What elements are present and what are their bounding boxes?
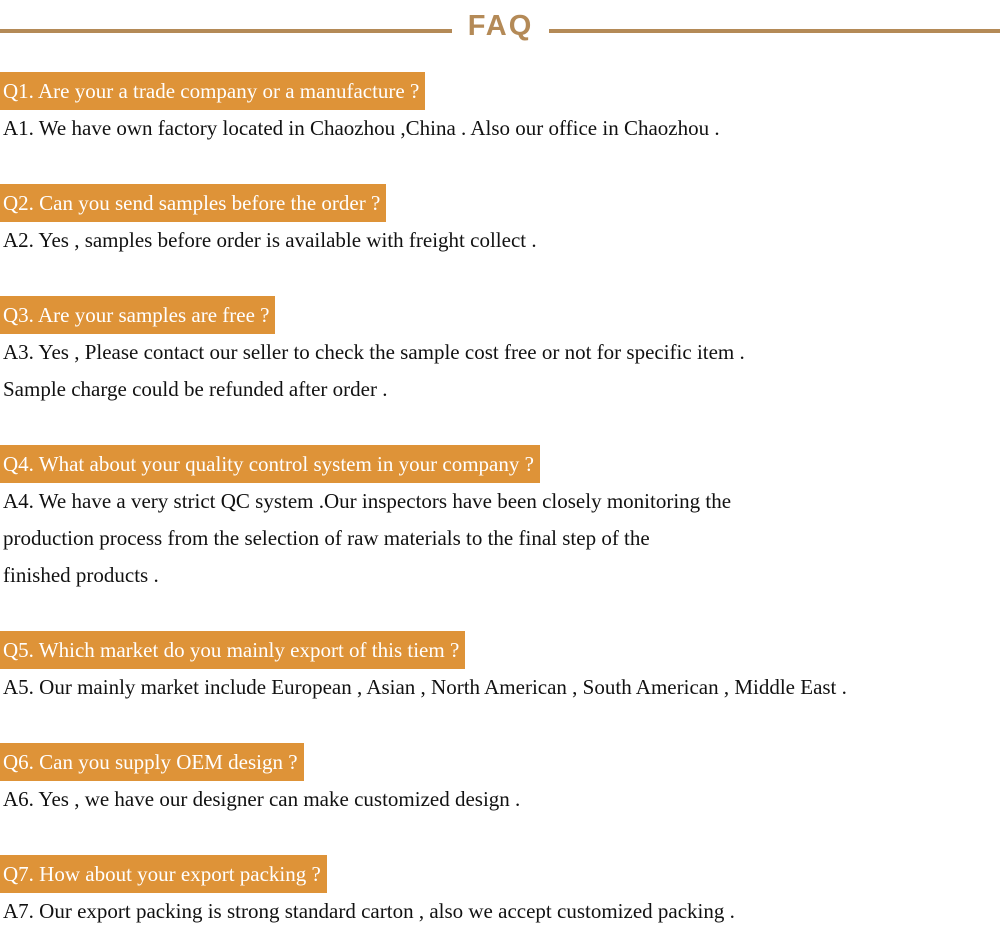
faq-item-2 <box>0 184 537 259</box>
faq-answer-line: finished products . <box>3 563 159 587</box>
faq-answer-line: A3. Yes , Please contact our seller to check the sample cost free or not for specific item . <box>3 340 745 364</box>
faq-question: Q6. Can you supply OEM design ? <box>0 743 304 781</box>
faq-answer-line: A5. Our mainly market include European , Asian , North American , South American , Middle East . <box>3 675 847 699</box>
faq-header <box>0 0 1000 62</box>
faq-item-7 <box>0 855 735 930</box>
faq-question: Q7. How about your export packing ? <box>0 855 327 893</box>
faq-answer-line: A4. We have a very strict QC system .Our inspectors have been closely monitoring the <box>3 489 732 513</box>
faq-answer-line: Sample charge could be refunded after order . <box>3 377 388 401</box>
faq-question: Q5. Which market do you mainly export of this tiem ? <box>0 631 465 669</box>
faq-item-6 <box>0 743 520 818</box>
faq-answer-line: A2. Yes , samples before order is available with freight collect . <box>3 228 537 252</box>
faq-question: Q3. Are your samples are free ? <box>0 296 275 334</box>
faq-answer-line: A7. Our export packing is strong standard carton , also we accept customized packing . <box>3 899 735 923</box>
faq-item-1 <box>0 72 720 147</box>
header-divider-right <box>549 29 1000 33</box>
faq-question: Q1. Are your a trade company or a manufacture ? <box>0 72 425 110</box>
faq-item-5 <box>0 631 847 706</box>
faq-question: Q2. Can you send samples before the order ? <box>0 184 386 222</box>
faq-answer-line: A1. We have own factory located in Chaozhou ,China . Also our office in Chaozhou . <box>3 116 720 140</box>
faq-item-4 <box>0 445 731 594</box>
faq-question: Q4. What about your quality control system in your company ? <box>0 445 540 483</box>
page-title: FAQ <box>467 10 534 42</box>
faq-item-3 <box>0 296 745 408</box>
header-divider-left <box>0 29 452 33</box>
faq-answer-line: A6. Yes , we have our designer can make customized design . <box>3 787 521 811</box>
faq-answer-line: production process from the selection of raw materials to the final step of the <box>3 526 650 550</box>
